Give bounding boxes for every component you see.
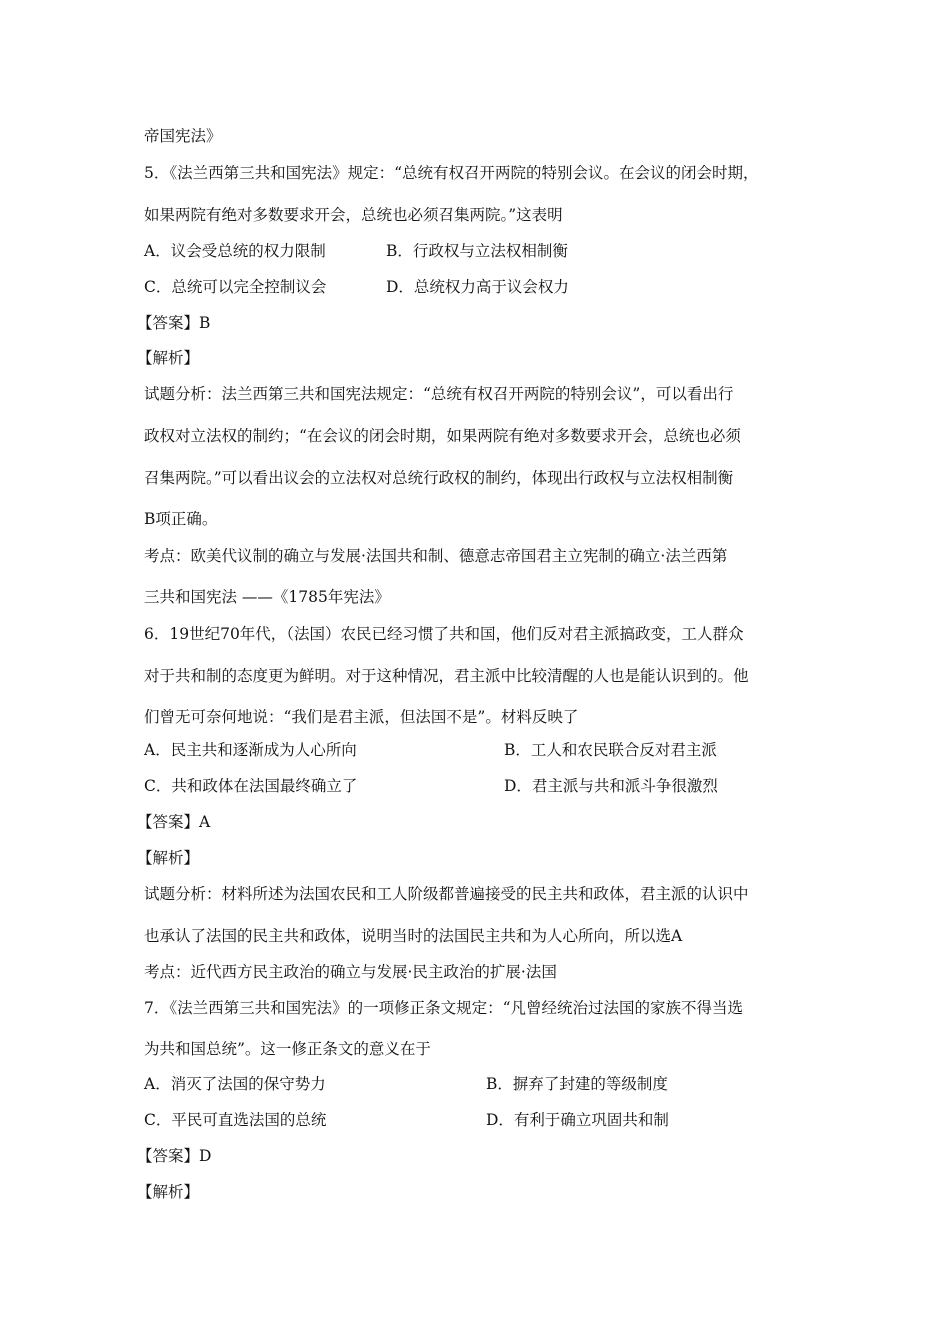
question-5-knowledge-point: 考点：欧美代议制的确立与发展·法国共和制、德意志帝国君主立宪制的确立·法兰西第 <box>144 547 728 565</box>
question-5-option-d: D．总统权力高于议会权力 <box>386 278 569 296</box>
question-7-answer: 【答案】D <box>137 1147 212 1165</box>
question-6-option-b: B．工人和农民联合反对君主派 <box>504 741 717 759</box>
question-6-stem: 6．19世纪70年代，（法国）农民已经习惯了共和国，他们反对君主派搞政变，工人群众 <box>144 625 744 643</box>
question-6-option-a: A．民主共和逐渐成为人心所向 <box>144 741 357 759</box>
question-7-analysis-heading: 【解析】 <box>137 1183 200 1201</box>
question-5-analysis-line: B项正确。 <box>144 510 218 528</box>
question-7-stem: 7．《法兰西第三共和国宪法》的一项修正条文规定：“凡曾经统治过法国的家族不得当选 <box>144 999 744 1017</box>
question-7-option-a: A．消灭了法国的保守势力 <box>144 1075 326 1093</box>
question-5-analysis-line: 政权对立法权的制约；“在会议的闭会时期，如果两院有绝对多数要求开会，总统也必须 <box>144 427 741 445</box>
question-6-option-c: C．共和政体在法国最终确立了 <box>144 777 358 795</box>
question-6-stem-cont: 对于共和制的态度更为鲜明。对于这种情况，君主派中比较清醒的人也是能认识到的。他 <box>144 667 749 685</box>
question-7-option-b: B．摒弃了封建的等级制度 <box>486 1075 668 1093</box>
question-5-analysis-line: 试题分析：法兰西第三共和国宪法规定：“总统有权召开两院的特别会议”，可以看出行 <box>144 385 734 403</box>
question-7-stem-cont: 为共和国总统”。这一修正条文的意义在于 <box>144 1040 431 1058</box>
question-5-analysis-heading: 【解析】 <box>137 349 200 367</box>
question-5-knowledge-point-cont: 三共和国宪法 ——《1785年宪法》 <box>144 588 390 606</box>
question-6-option-d: D．君主派与共和派斗争很激烈 <box>504 777 718 795</box>
question-7-option-d: D．有利于确立巩固共和制 <box>486 1111 669 1129</box>
question-6-knowledge-point: 考点：近代西方民主政治的确立与发展·民主政治的扩展·法国 <box>144 963 557 981</box>
question-6-answer: 【答案】A <box>137 813 211 831</box>
question-5-analysis-line: 召集两院。”可以看出议会的立法权对总统行政权的制约，体现出行政权与立法权相制衡 <box>144 469 734 487</box>
question-6-stem-cont: 们曾无可奈何地说：“我们是君主派，但法国不是”。材料反映了 <box>144 708 579 726</box>
question-6-analysis-line: 试题分析：材料所述为法国农民和工人阶级都普遍接受的民主共和政体，君主派的认识中 <box>144 885 749 903</box>
question-5-answer: 【答案】B <box>137 314 211 332</box>
text-line: 帝国宪法》 <box>144 127 222 145</box>
question-6-analysis-line: 也承认了法国的民主共和政体，说明当时的法国民主共和为人心所向，所以选A <box>144 927 683 945</box>
question-6-analysis-heading: 【解析】 <box>137 849 200 867</box>
question-5-option-c: C．总统可以完全控制议会 <box>144 278 327 296</box>
question-5-option-b: B．行政权与立法权相制衡 <box>386 242 568 260</box>
question-5-option-a: A．议会受总统的权力限制 <box>144 242 326 260</box>
question-5-stem-cont: 如果两院有绝对多数要求开会，总统也必须召集两院。”这表明 <box>144 206 563 224</box>
question-5-stem: 5．《法兰西第三共和国宪法》规定：“总统有权召开两院的特别会议。在会议的闭会时期， <box>144 164 759 182</box>
question-7-option-c: C．平民可直选法国的总统 <box>144 1111 327 1129</box>
